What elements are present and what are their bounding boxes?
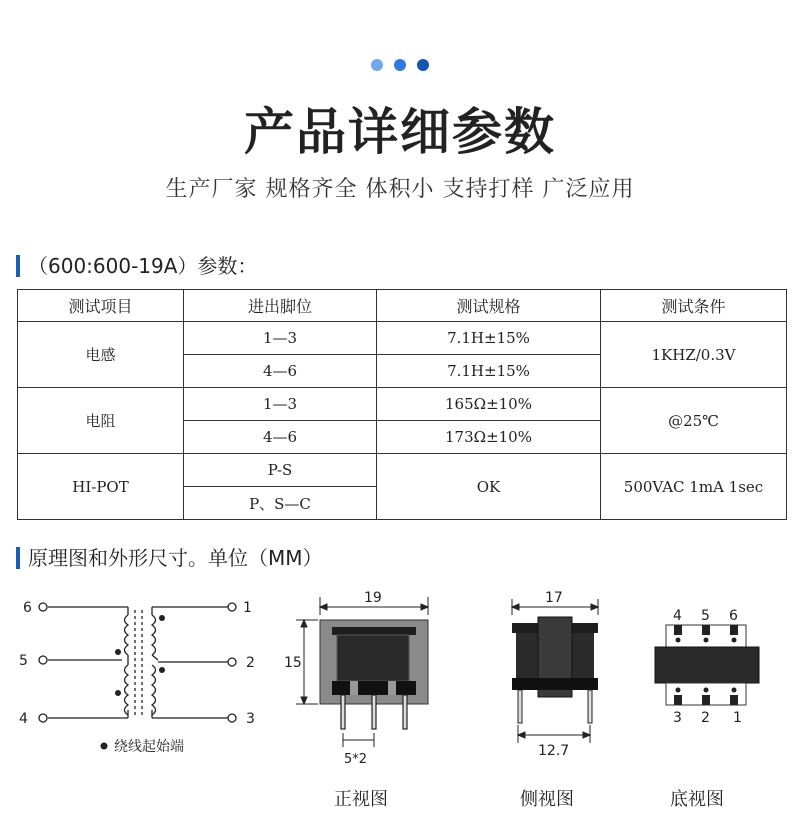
dot-light bbox=[371, 59, 383, 71]
header-condition: 测试条件 bbox=[601, 290, 787, 322]
bottom-view-caption: 底视图 bbox=[670, 789, 724, 810]
cell-pins: 4—6 bbox=[184, 421, 377, 454]
front-height-dim: 15 bbox=[284, 655, 302, 671]
schematic-note: 绕线起始端 bbox=[114, 739, 184, 755]
cell-pins: 4—6 bbox=[184, 355, 377, 388]
section-parameters-heading bbox=[16, 250, 257, 279]
front-pitch-dim: 5*2 bbox=[344, 752, 368, 767]
inductance-label: 电感 bbox=[18, 322, 184, 388]
schematic-pin-2: 2 bbox=[246, 655, 255, 671]
decorative-dots bbox=[0, 56, 800, 75]
dot-dark bbox=[417, 59, 429, 71]
bottom-pin-1: 1 bbox=[733, 710, 742, 726]
section-marker bbox=[16, 255, 20, 277]
cell-pins: P-S bbox=[184, 454, 377, 487]
bottom-pin-4: 4 bbox=[673, 608, 682, 624]
schematic-diagram bbox=[10, 590, 270, 760]
resistance-label: 电阻 bbox=[18, 388, 184, 454]
front-width-dim: 19 bbox=[364, 590, 382, 606]
dot-medium bbox=[394, 59, 406, 71]
cell-condition: 1KHZ/0.3V bbox=[601, 322, 787, 388]
section-marker bbox=[16, 547, 20, 569]
schematic-pin-6: 6 bbox=[23, 600, 32, 616]
header-spec: 测试规格 bbox=[377, 290, 601, 322]
cell-pins: 1—3 bbox=[184, 388, 377, 421]
bottom-pin-6: 6 bbox=[729, 608, 738, 624]
front-view-caption: 正视图 bbox=[334, 789, 388, 810]
bottom-pin-2: 2 bbox=[701, 710, 710, 726]
cell-spec: OK bbox=[377, 454, 601, 520]
cell-spec: 7.1H±15% bbox=[377, 355, 601, 388]
side-view-drawing bbox=[500, 585, 610, 775]
cell-spec: 7.1H±15% bbox=[377, 322, 601, 355]
cell-pins: 1—3 bbox=[184, 322, 377, 355]
schematic-pin-5: 5 bbox=[19, 653, 28, 669]
schematic-pin-1: 1 bbox=[243, 600, 252, 616]
table-row bbox=[18, 388, 787, 421]
side-view-caption: 侧视图 bbox=[520, 789, 574, 810]
cell-condition: 500VAC 1mA 1sec bbox=[601, 454, 787, 520]
page-subtitle: 生产厂家 规格齐全 体积小 支持打样 广泛应用 bbox=[165, 177, 635, 202]
page-title: 产品详细参数 bbox=[244, 103, 556, 161]
front-view-drawing bbox=[280, 585, 450, 775]
bottom-pin-5: 5 bbox=[701, 608, 710, 624]
side-bottom-dim: 12.7 bbox=[538, 743, 570, 759]
table-row bbox=[18, 322, 787, 355]
bottom-view-drawing bbox=[650, 600, 765, 730]
schematic-pin-3: 3 bbox=[246, 711, 255, 727]
parameter-table bbox=[17, 289, 787, 520]
section-dimensions-heading bbox=[16, 542, 323, 571]
header-pins: 进出脚位 bbox=[184, 290, 377, 322]
table-row bbox=[18, 454, 787, 487]
section-parameters-label: （600:600-19A）参数： bbox=[28, 254, 258, 278]
side-top-dim: 17 bbox=[545, 590, 563, 606]
cell-condition: @25℃ bbox=[601, 388, 787, 454]
bottom-pin-3: 3 bbox=[673, 710, 682, 726]
schematic-pin-4: 4 bbox=[19, 711, 28, 727]
table-header-row bbox=[18, 290, 787, 322]
cell-spec: 165Ω±10% bbox=[377, 388, 601, 421]
header-test-item: 测试项目 bbox=[18, 290, 184, 322]
hipot-label: HI-POT bbox=[18, 454, 184, 520]
cell-pins: P、S—C bbox=[184, 487, 377, 520]
cell-spec: 173Ω±10% bbox=[377, 421, 601, 454]
section-dimensions-label: 原理图和外形尺寸。单位（MM） bbox=[28, 546, 323, 570]
